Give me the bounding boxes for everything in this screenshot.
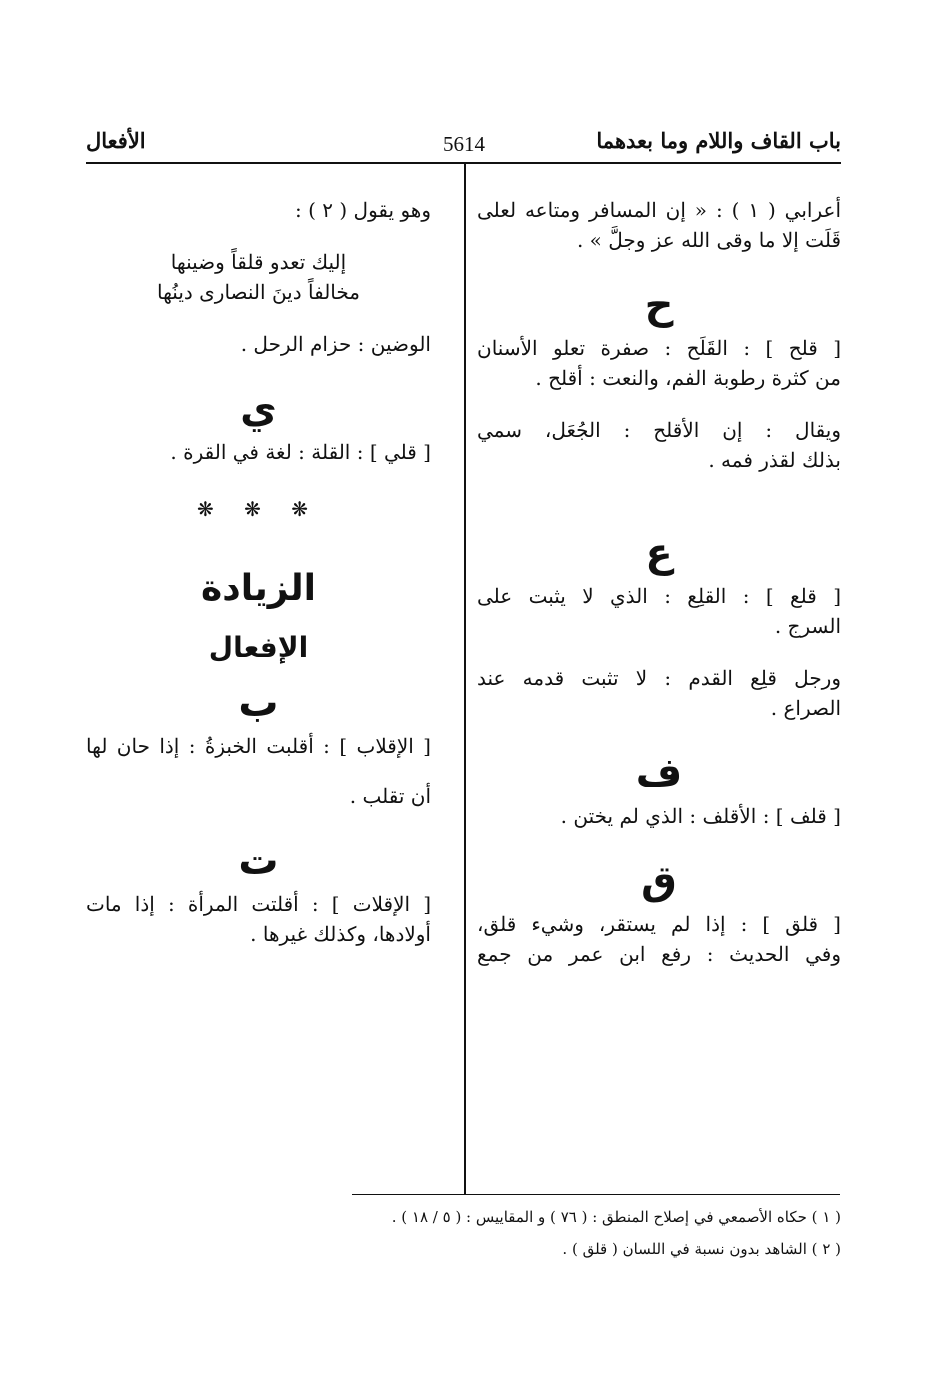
letter-heading-ya: ي [240, 386, 277, 432]
paragraph [477, 415, 841, 475]
entry-qaly [86, 437, 431, 467]
letter-heading-ha: ح [644, 282, 674, 328]
text-line: الصراع . [770, 696, 841, 720]
letter-heading-fa: ف [635, 750, 683, 796]
entry-qalaf [477, 801, 841, 831]
section-separator-stars: ❋ ❋ ❋ [197, 497, 320, 521]
text-line: من كثرة رطوبة الفم، والنعت : أقلح . [535, 366, 841, 390]
text-line: [ قلف ] : الأقلف : الذي لم يختن . [560, 804, 841, 828]
footnote-2: ( ٢ ) الشاهد بدون نسبة في اللسان ( قلق ) . [562, 1240, 841, 1258]
text-line: السرج . [774, 614, 841, 638]
paragraph [477, 195, 841, 255]
page-number: 5614 [443, 132, 485, 156]
letter-heading-ain: ع [645, 530, 673, 576]
right-column [477, 195, 841, 991]
text-line: أن تقلب . [349, 784, 431, 808]
left-column [86, 195, 431, 971]
column-divider [464, 163, 466, 1195]
text-line: وفي الحديث : رفع ابن عمر من جمع [477, 942, 841, 966]
entry-iqlab [86, 731, 431, 811]
text-line: أعرابي ( ١ ) : « إن المسافر ومتاعه لعلى [477, 198, 841, 222]
text-line: [ قلي ] : القلة : لغة في القرة . [170, 440, 431, 464]
paragraph [477, 663, 841, 723]
verse-block [86, 247, 431, 307]
text-line: [ الإقلاب ] : أقلبت الخبزةُ : إذا حان لها [86, 734, 431, 758]
text-line: أولادها، وكذلك غيرها . [250, 922, 431, 946]
paragraph [86, 195, 431, 225]
text-line: ويقال : إن الأقلح : الجُعَل، سمي [477, 418, 841, 442]
section-title: الزيادة [200, 568, 316, 609]
chapter-title: باب القاف واللام وما بعدهما [596, 128, 841, 153]
text-line: [ قلق ] : إذا لم يستقر، وشيء قلق، [477, 912, 841, 936]
text-line: وهو يقول ( ٢ ) : [295, 198, 431, 222]
letter-heading-ta: ت [238, 838, 279, 884]
text-line: ورجل قلِع القدم : لا تثبت قدمه عند [477, 666, 841, 690]
verse-line: إليك تعدو قلقاً وضينها [170, 250, 347, 274]
text-line: قَلَت إلا ما وقى الله عز وجلَّ » . [576, 228, 841, 252]
text-line: [ قلع ] : القلِع : الذي لا يثبت على [477, 584, 841, 608]
text-line: الوضين : حزام الرحل . [240, 332, 431, 356]
letter-heading-ba: ب [238, 680, 279, 726]
entry-qala [477, 581, 841, 641]
letter-heading-qaf: ق [641, 858, 677, 904]
text-line: [ قلح ] : القَلَح : صفرة تعلو الأسنان [477, 336, 841, 360]
section-running-title: الأفعال [86, 128, 146, 153]
section-subtitle: الإفعال [208, 631, 309, 664]
entry-iqlat [86, 889, 431, 949]
entry-qalah [477, 333, 841, 393]
entry-qalaq [477, 909, 841, 969]
verse-line: مخالفاً دينَ النصارى دينُها [156, 280, 361, 304]
paragraph [86, 329, 431, 359]
text-line: [ الإقلات ] : أقلتت المرأة : إذا مات [86, 892, 431, 916]
footnote-1: ( ١ ) حكاه الأصمعي في إصلاح المنطق : ( ٧٦ ) و المقاييس : ( ٥ / ١٨ ) . [391, 1208, 841, 1226]
text-line: بذلك لقذر فمه . [708, 448, 841, 472]
footnote-rule [352, 1194, 840, 1195]
